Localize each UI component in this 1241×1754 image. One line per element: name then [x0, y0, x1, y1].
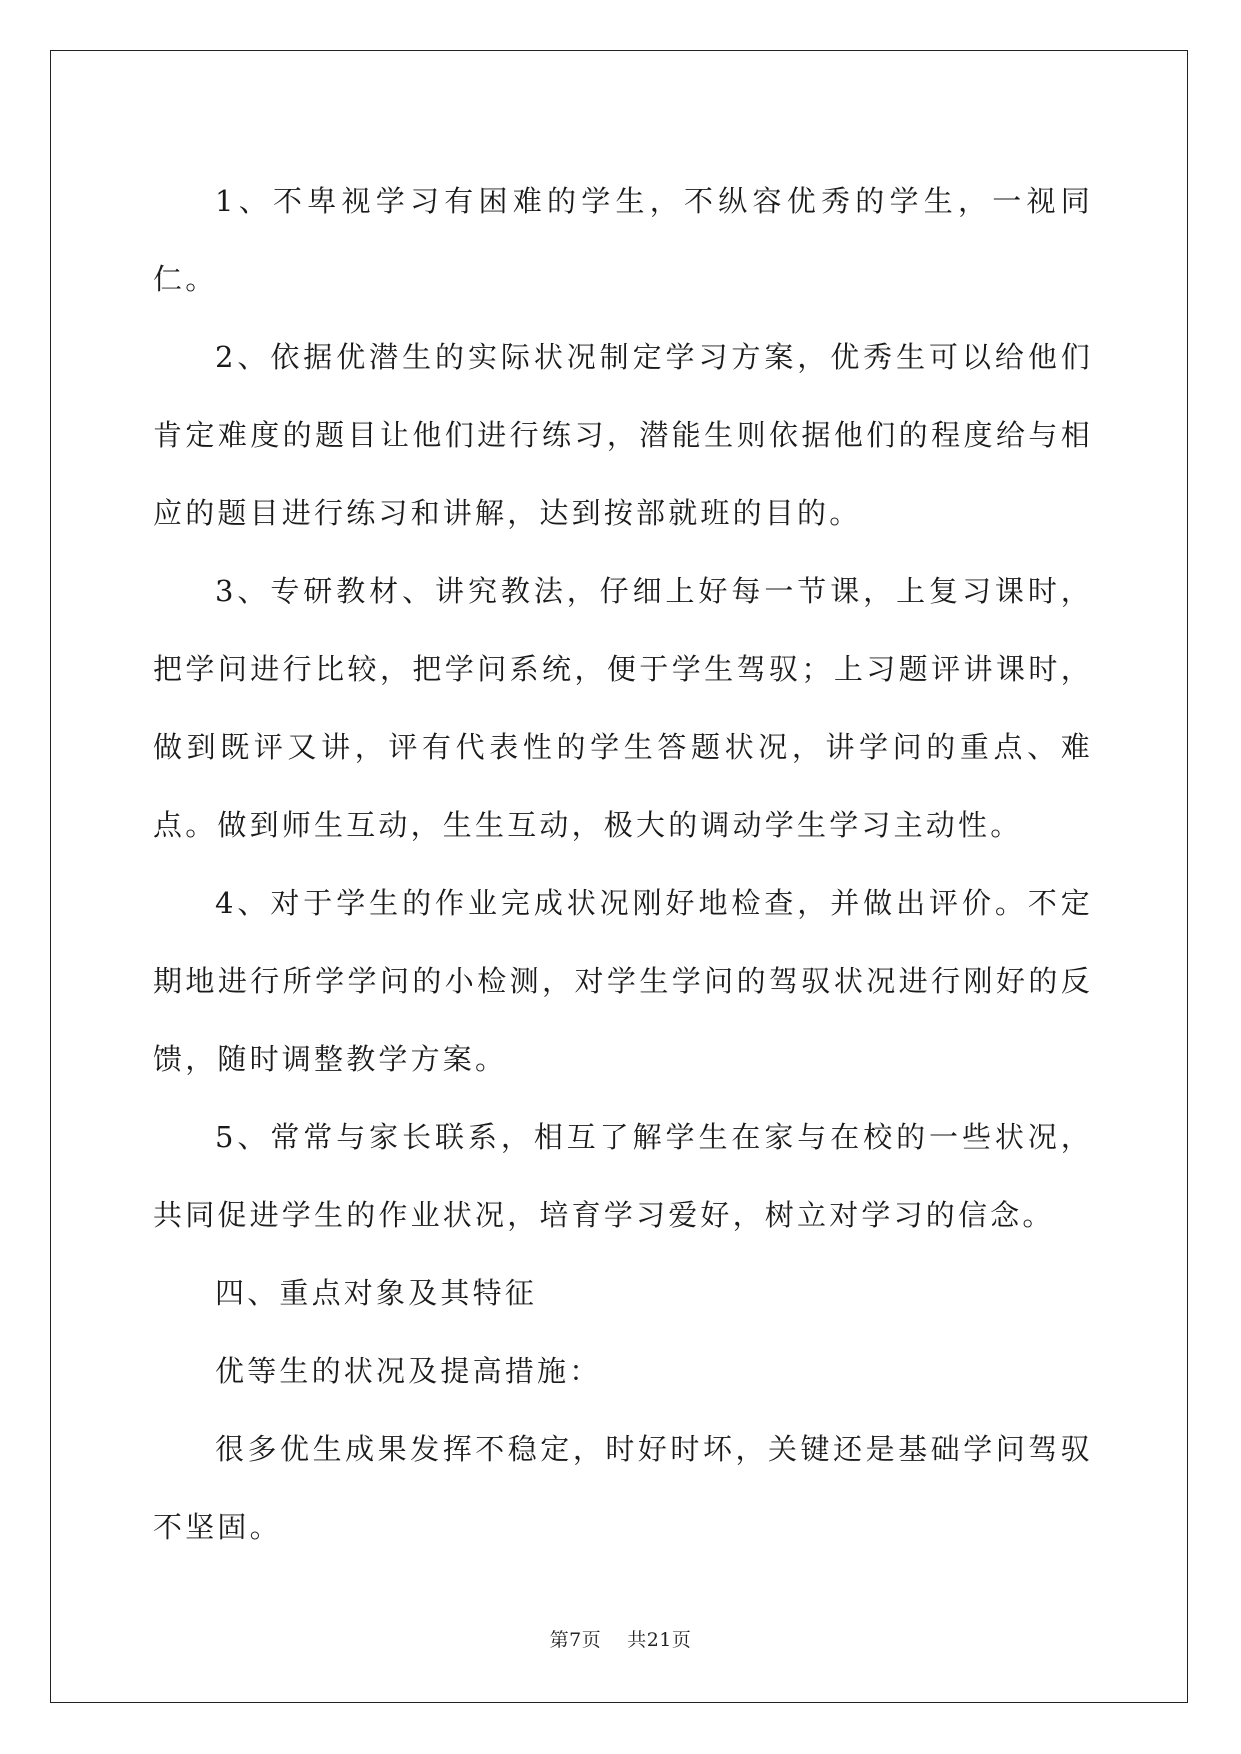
page-number: 第7页 [549, 1629, 602, 1651]
paragraph-item-3: 3、专研教材、讲究教法，仔细上好每一节课，上复习课时，把学问进行比较，把学问系统，便于学生驾驭；上习题评讲课时，做到既评又讲，评有代表性的学生答题状况，讲学问的重点、难点。做到师生互动，生生互动，极大的调动学生学习主动性。 [153, 574, 1093, 842]
total-pages: 共21页 [627, 1629, 692, 1651]
document-body [153, 162, 1093, 1566]
paragraph-item-1: 1、不卑视学习有困难的学生，不纵容优秀的学生，一视同仁。 [153, 184, 1093, 296]
section-heading: 四、重点对象及其特征 [215, 1276, 538, 1310]
paragraph-item-5: 5、常常与家长联系，相互了解学生在家与在校的一些状况，共同促进学生的作业状况，培育学习爱好，树立对学习的信念。 [153, 1120, 1093, 1232]
paragraph-item-4: 4、对于学生的作业完成状况刚好地检查，并做出评价。不定期地进行所学学问的小检测，对学生学问的驾驭状况进行刚好的反馈，随时调整教学方案。 [153, 886, 1093, 1076]
subsection-heading: 优等生的状况及提高措施： [215, 1354, 602, 1388]
paragraph-top-students: 很多优生成果发挥不稳定，时好时坏，关键还是基础学问驾驭不坚固。 [153, 1432, 1093, 1544]
paragraph-item-2: 2、依据优潜生的实际状况制定学习方案，优秀生可以给他们肯定难度的题目让他们进行练习，潜能生则依据他们的程度给与相应的题目进行练习和讲解，达到按部就班的目的。 [153, 340, 1093, 530]
page-footer [0, 1625, 1241, 1652]
